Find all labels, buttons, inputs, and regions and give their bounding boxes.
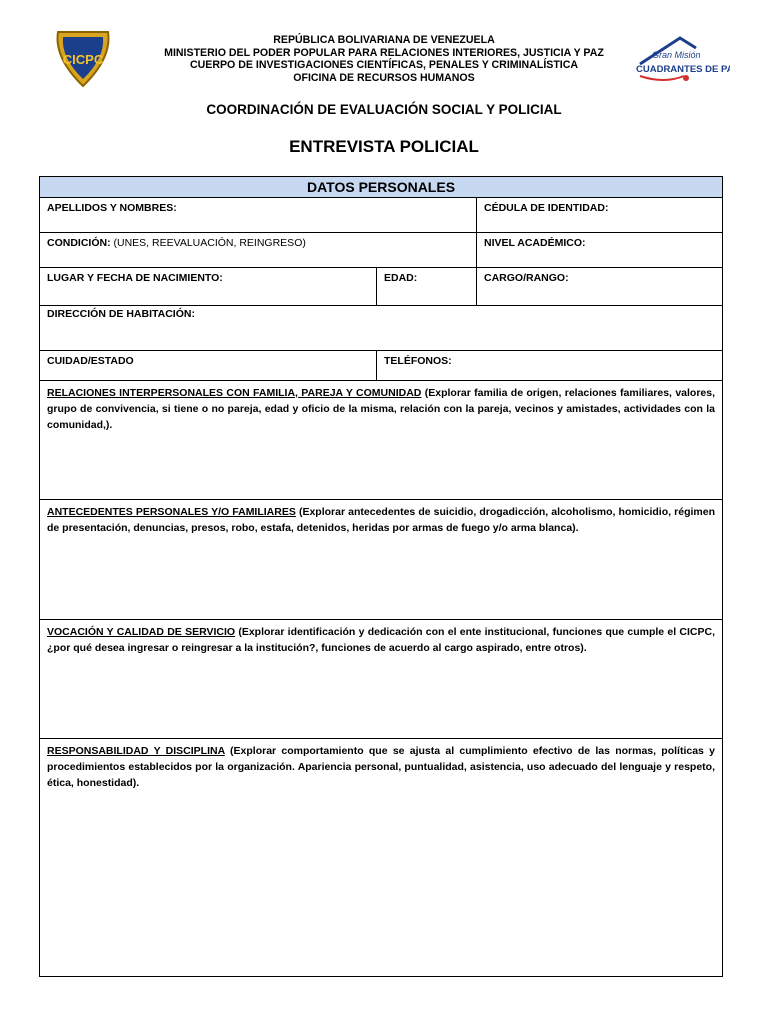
form-row-ciudad xyxy=(40,351,722,381)
section-antecedentes-heading: ANTECEDENTES PERSONALES Y/O FAMILIARES xyxy=(47,506,296,518)
field-nivel-label: NIVEL ACADÉMICO: xyxy=(484,237,586,249)
field-ciudad-label: CUIDAD/ESTADO xyxy=(47,355,134,367)
field-condicion-options: (UNES, REEVALUACIÓN, REINGRESO) xyxy=(113,237,306,249)
header-line-2: MINISTERIO DEL PODER POPULAR PARA RELACIONES INTERIORES, JUSTICIA Y PAZ xyxy=(164,46,604,59)
cuadrantes-de-paz-logo xyxy=(634,30,730,86)
field-apellidos-nombres[interactable] xyxy=(40,198,476,232)
field-cedula-label: CÉDULA DE IDENTIDAD: xyxy=(484,202,609,214)
section-vocacion-desc: (Explorar identificación y dedicación con el ente institucional, funciones que cumple el CICPC, ¿por qué desea ingresar o reingresar a la institución?, funciones de acuerdo al cargo aspirado, entre otros). xyxy=(47,626,715,654)
logo-gran-mision-text: Gran Misión xyxy=(652,50,701,60)
section-relaciones-text xyxy=(47,385,715,433)
section-responsabilidad-heading: RESPONSABILIDAD Y DISCIPLINA xyxy=(47,745,225,757)
field-lugar-fecha-label: LUGAR Y FECHA DE NACIMIENTO: xyxy=(47,272,223,284)
institution-header xyxy=(130,34,638,84)
coordination-subtitle: COORDINACIÓN DE EVALUACIÓN SOCIAL Y POLICIAL xyxy=(206,102,562,117)
form-row-birth xyxy=(40,268,722,306)
section-antecedentes-text xyxy=(47,504,715,536)
section-relaciones-desc: (Explorar familia de origen, relaciones familiares, valores, grupo de convivencia, si tiene o no pareja, edad y oficio de la misma, relación con la pareja, vecinos y amistades, actividades con la comunidad,). xyxy=(47,387,716,431)
header-line-3: CUERPO DE INVESTIGACIONES CIENTÍFICAS, PENALES Y CRIMINALÍSTICA xyxy=(189,59,579,72)
form-row-direccion xyxy=(40,306,722,351)
field-direccion-habitacion[interactable] xyxy=(40,306,722,350)
field-cargo-label: CARGO/RANGO: xyxy=(484,272,569,284)
field-edad[interactable] xyxy=(376,268,476,305)
section-antecedentes-desc: (Explorar antecedentes de suicidio, drogadicción, alcoholismo, homicidio, régimen de presentación, denuncias, presos, robo, estafa, detenidos, heridas por armas de fuego y/o arma blanca). xyxy=(47,506,715,534)
field-apellidos-label: APELLIDOS Y NOMBRES: xyxy=(47,202,177,214)
section-responsabilidad-text xyxy=(47,743,715,791)
interview-form xyxy=(39,176,723,977)
section-vocacion-text xyxy=(47,624,715,656)
section-responsabilidad-desc: (Explorar comportamiento que se ajusta al cumplimiento efectivo de las normas, políticas y procedimientos establecidos por la organización. Apariencia personal, puntualidad, asistencia, uso adecuado del lenguaje y respeto, ética, honestidad). xyxy=(47,745,715,789)
field-telefonos-label: TELÉFONOS: xyxy=(384,355,452,367)
form-row-condicion xyxy=(40,233,722,268)
section-vocacion-heading: VOCACIÓN Y CALIDAD DE SERVICIO xyxy=(47,626,236,638)
cicpc-logo xyxy=(50,28,116,88)
header-line-1: REPÚBLICA BOLIVARIANA DE VENEZUELA xyxy=(273,34,495,46)
section-relaciones-heading: RELACIONES INTERPERSONALES CON FAMILIA, PAREJA Y COMUNIDAD xyxy=(47,387,422,399)
page-title: ENTREVISTA POLICIAL xyxy=(289,137,479,156)
field-condicion-label: CONDICIÓN: xyxy=(47,237,111,249)
section-vocacion[interactable] xyxy=(40,620,722,739)
field-condicion[interactable] xyxy=(40,233,476,267)
section-header-datos-personales: DATOS PERSONALES xyxy=(40,177,722,198)
section-antecedentes[interactable] xyxy=(40,500,722,620)
field-nivel-academico[interactable] xyxy=(476,233,722,267)
cicpc-logo-text: CICPC xyxy=(62,52,104,67)
section-relaciones[interactable] xyxy=(40,381,722,500)
field-lugar-fecha-nacimiento[interactable] xyxy=(40,268,376,305)
field-direccion-label: DIRECCIÓN DE HABITACIÓN: xyxy=(47,308,195,320)
field-cedula[interactable] xyxy=(476,198,722,232)
header-line-4: OFICINA DE RECURSOS HUMANOS xyxy=(293,71,475,84)
field-ciudad-estado[interactable] xyxy=(40,351,376,380)
section-responsabilidad[interactable] xyxy=(40,739,722,976)
field-telefonos[interactable] xyxy=(376,351,722,380)
form-row-names xyxy=(40,198,722,233)
logo-cuadrantes-text: CUADRANTES DE PAZ xyxy=(636,64,730,75)
field-cargo-rango[interactable] xyxy=(476,268,722,305)
field-edad-label: EDAD: xyxy=(384,272,418,284)
